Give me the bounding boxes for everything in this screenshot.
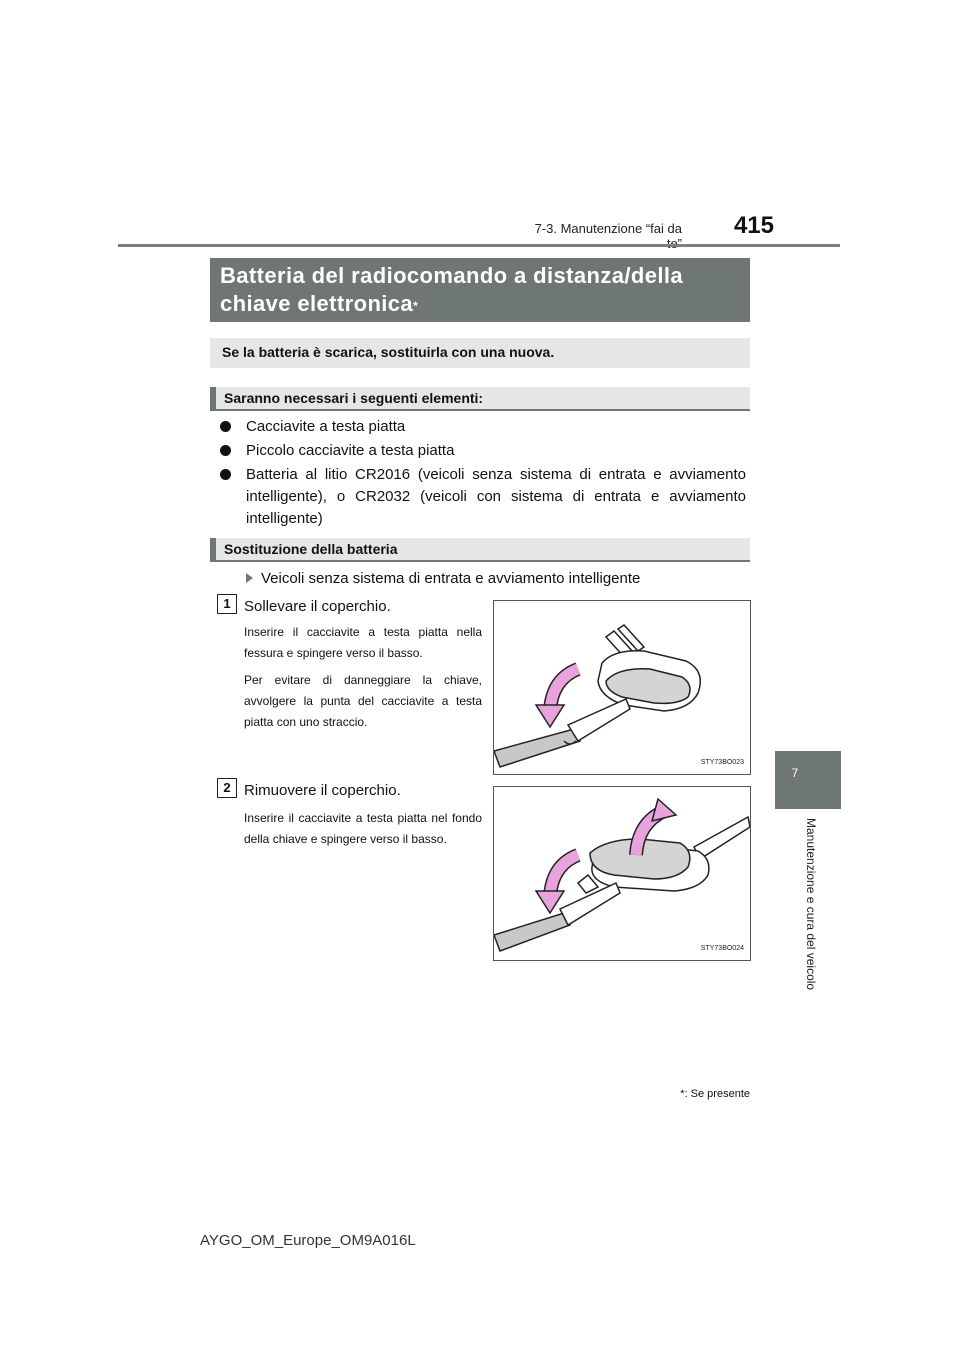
requirements-list bbox=[220, 416, 746, 532]
triangle-bullet-icon bbox=[246, 573, 253, 583]
chapter-tab bbox=[775, 751, 841, 809]
footnote bbox=[600, 1088, 750, 1100]
step-number-1: 1 bbox=[217, 594, 237, 614]
figure-code: STY73BO023 bbox=[700, 759, 744, 766]
figure-code: STY73BO024 bbox=[700, 945, 744, 952]
chapter-title: Manutenzione e cura del veicolo bbox=[804, 818, 818, 991]
step-2-body: Inserire il cacciavite a testa piatta nel fondo della chiave e spingere verso il basso. bbox=[244, 811, 482, 846]
list-item: Piccolo cacciavite a testa piatta bbox=[220, 440, 746, 462]
key-cover-lift-illustration bbox=[494, 601, 750, 774]
replacement-heading: Sostituzione della batteria bbox=[210, 538, 750, 562]
header-section-title: 7-3. Manutenzione “fai da bbox=[534, 221, 682, 236]
step-2-figure bbox=[493, 786, 751, 961]
optional-mark: * bbox=[413, 299, 419, 313]
page-title-line2: chiave elettronica bbox=[220, 291, 414, 316]
list-item: Cacciavite a testa piatta bbox=[220, 416, 746, 438]
step-1-body: Inserire il cacciavite a testa piatta nella fessura e spingere verso il basso. Per evitare di danneggiare la chiave, avvolgere la punta del cacciavite a testa piatta con uno straccio. bbox=[244, 625, 482, 729]
chapter-number: 7 bbox=[791, 766, 799, 780]
vehicle-type-subheading: Veicoli senza sistema di entrata e avviamento intelligente bbox=[246, 570, 746, 587]
header-divider bbox=[118, 244, 840, 247]
footnote-mark: * bbox=[680, 1088, 685, 1100]
key-cover-remove-illustration bbox=[494, 787, 750, 960]
intro-bar: Se la batteria è scarica, sostituirla con una nuova. bbox=[210, 338, 750, 368]
document-code: AYGO_OM_Europe_OM9A016L bbox=[200, 1232, 416, 1249]
step-2-title: Rimuovere il coperchio. bbox=[244, 782, 401, 799]
bullet-icon bbox=[220, 469, 231, 480]
footnote-text: : Se presente bbox=[684, 1088, 750, 1100]
bullet-icon bbox=[220, 445, 231, 456]
step-number-2: 2 bbox=[217, 778, 237, 798]
step-1-title: Sollevare il coperchio. bbox=[244, 598, 391, 615]
requirements-heading: Saranno necessari i seguenti elementi: bbox=[210, 387, 750, 411]
list-item: Batteria al litio CR2016 (veicoli senza sistema di entrata e avviamento intelligente), o CR2032 (veicoli con sistema di entrata e avviamento intelligente) bbox=[220, 464, 746, 530]
page-title bbox=[210, 258, 750, 322]
page-number: 415 bbox=[733, 212, 774, 239]
page-title-line1: Batteria del radiocomando a distanza/della bbox=[220, 263, 684, 288]
step-1-figure bbox=[493, 600, 751, 775]
bullet-icon bbox=[220, 421, 231, 432]
